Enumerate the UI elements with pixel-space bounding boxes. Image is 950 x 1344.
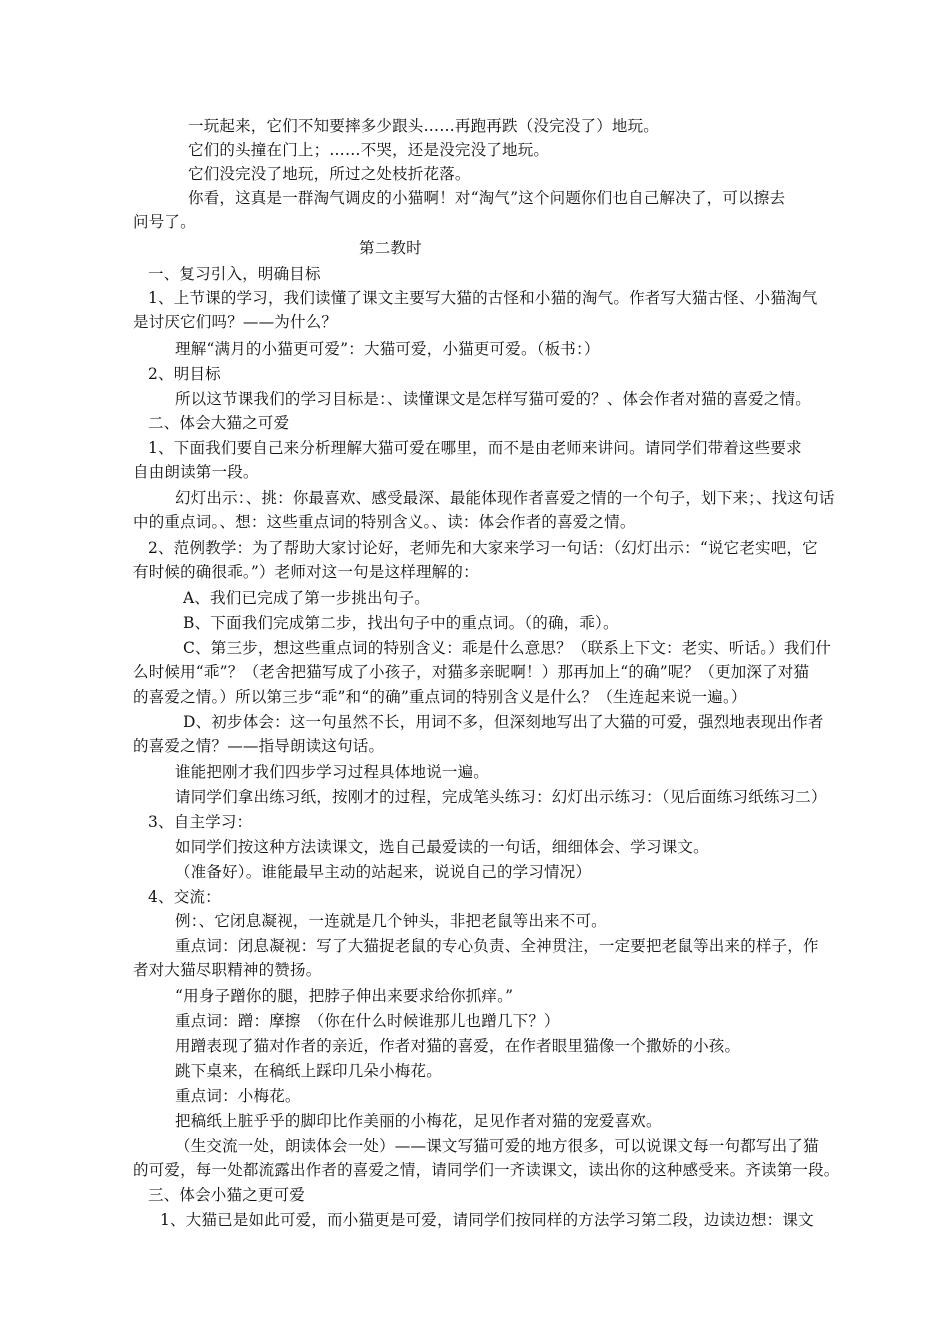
text-line: D、初步体会：这一句虽然不长，用词不多，但深刻地写出了大猫的可爱，强烈地表现出作者 <box>183 713 824 731</box>
text-line: 用蹭表现了猫对作者的亲近，作者对猫的喜爱，在作者眼里猫像一个撒娇的小孩。 <box>175 1037 741 1055</box>
text-line: 你看，这真是一群淘气调皮的小猫啊！对“淘气”这个问题你们也自己解决了，可以擦去 <box>188 189 786 207</box>
text-line: C、第三步，想这些重点词的特别含义：乖是什么意思？（联系上下文：老实、听话。）我们什 <box>183 639 832 657</box>
text-line: 理解“满月的小猫更可爱”：大猫可爱，小猫更可爱。（板书：） <box>175 340 600 358</box>
text-line: 它们的头撞在门上；……不哭，还是没完没了地玩。 <box>188 141 550 159</box>
text-line: A、我们已完成了第一步挑出句子。 <box>183 589 430 607</box>
text-line: 有时候的确很乖。”）老师对这一句是这样理解的： <box>133 563 479 581</box>
heading-line: 二、体会大猫之可爱 <box>148 414 290 432</box>
text-line: 3、自主学习： <box>148 813 253 831</box>
text-line: 是讨厌它们吗？——为什么？ <box>133 313 338 331</box>
text-line: 把稿纸上脏乎乎的脚印比作美丽的小梅花，足见作者对猫的宠爱喜欢。 <box>175 1112 662 1130</box>
heading-line: 三、体会小猫之更可爱 <box>148 1186 306 1204</box>
text-line: 问号了。 <box>133 213 196 231</box>
text-line: 跳下桌来，在稿纸上踩印几朵小梅花。 <box>175 1062 442 1080</box>
text-line: 中的重点词。、想：这些重点词的特别含义。、读：体会作者的喜爱之情。 <box>133 513 636 531</box>
text-line: 自由朗读第一段。 <box>133 463 259 481</box>
text-line: 重点词：小梅花。 <box>175 1087 301 1105</box>
section-heading: 第二教时 <box>359 239 422 257</box>
text-line: B、下面我们完成第二步，找出句子中的重点词。（的确，乖）。 <box>183 614 619 632</box>
text-line: 例：、它闭息凝视，一连就是几个钟头，非把老鼠等出来不可。 <box>175 912 607 930</box>
text-line: “用身子蹭你的腿，把脖子伸出来要求给你抓痒。” <box>175 987 514 1005</box>
text-line: （准备好）。谁能最早主动的站起来，说说自己的学习情况） <box>175 863 592 881</box>
text-line: （生交流一处，朗读体会一处）——课文写猫可爱的地方很多，可以说课文每一句都写出了猫 <box>175 1137 819 1155</box>
text-line: 2、明目标 <box>148 365 221 383</box>
text-line: 请同学们拿出练习纸，按刚才的过程，完成笔头练习：幻灯出示练习：（见后面练习纸练习二） <box>175 788 827 806</box>
text-line: 谁能把刚才我们四步学习过程具体地说一遍。 <box>175 763 490 781</box>
text-line: 所以这节课我们的学习目标是：、读懂课文是怎样写猫可爱的？、体会作者对猫的喜爱之情。 <box>175 390 811 408</box>
text-line: 如同学们按这种方法读课文，选自己最爱读的一句话，细细体会、学习课文。 <box>175 838 709 856</box>
text-line: 2、范例教学：为了帮助大家讨论好，老师先和大家来学习一句话：（幻灯出示：“说它老实吧，它 <box>148 539 818 557</box>
text-line: 者对大猫尽职精神的赞扬。 <box>133 961 322 979</box>
text-line: 重点词：蹭：摩擦 （你在什么时候谁那儿也蹭几下？） <box>175 1012 560 1030</box>
text-line: 重点词：闭息凝视：写了大猫捉老鼠的专心负责、全神贯注，一定要把老鼠等出来的样子，作 <box>175 937 819 955</box>
text-line: 一玩起来，它们不知要摔多少跟头……再跑再跌（没完没了）地玩。 <box>188 117 660 135</box>
text-line: 1、下面我们要自己来分析理解大猫可爱在哪里，而不是由老师来讲问。请同学们带着这些要求 <box>148 439 802 457</box>
heading-line: 一、复习引入，明确目标 <box>148 265 321 283</box>
text-line: 的可爱，每一处都流露出作者的喜爱之情，请同学们一齐读课文，读出你的这种感受来。齐读第一段。 <box>133 1161 840 1179</box>
text-line: 1、大猫已是如此可爱，而小猫更是可爱，请同学们按同样的方法学习第二段，边读边想：课文 <box>160 1211 814 1229</box>
text-line: 的喜爱之情？——指导朗读这句话。 <box>133 737 385 755</box>
text-line: 它们没完没了地玩，所过之处枝折花落。 <box>188 165 471 183</box>
text-line: 么时候用“乖”？（老舍把猫写成了小孩子，对猫多亲昵啊！）那再加上“的确”呢？（更加深了对猫 <box>133 663 810 681</box>
text-line: 4、交流： <box>148 888 221 906</box>
text-line: 幻灯出示：、挑：你最喜欢、感受最深、最能体现作者喜爱之情的一个句子，划下来；、找这句话 <box>175 489 835 507</box>
text-line: 1、上节课的学习，我们读懂了课文主要写大猫的古怪和小猫的淘气。作者写大猫古怪、小猫淘气 <box>148 289 818 307</box>
text-line: 的喜爱之情。）所以第三步“乖”和“的确”重点词的特别含义是什么？（生连起来说一遍。） <box>133 688 747 706</box>
